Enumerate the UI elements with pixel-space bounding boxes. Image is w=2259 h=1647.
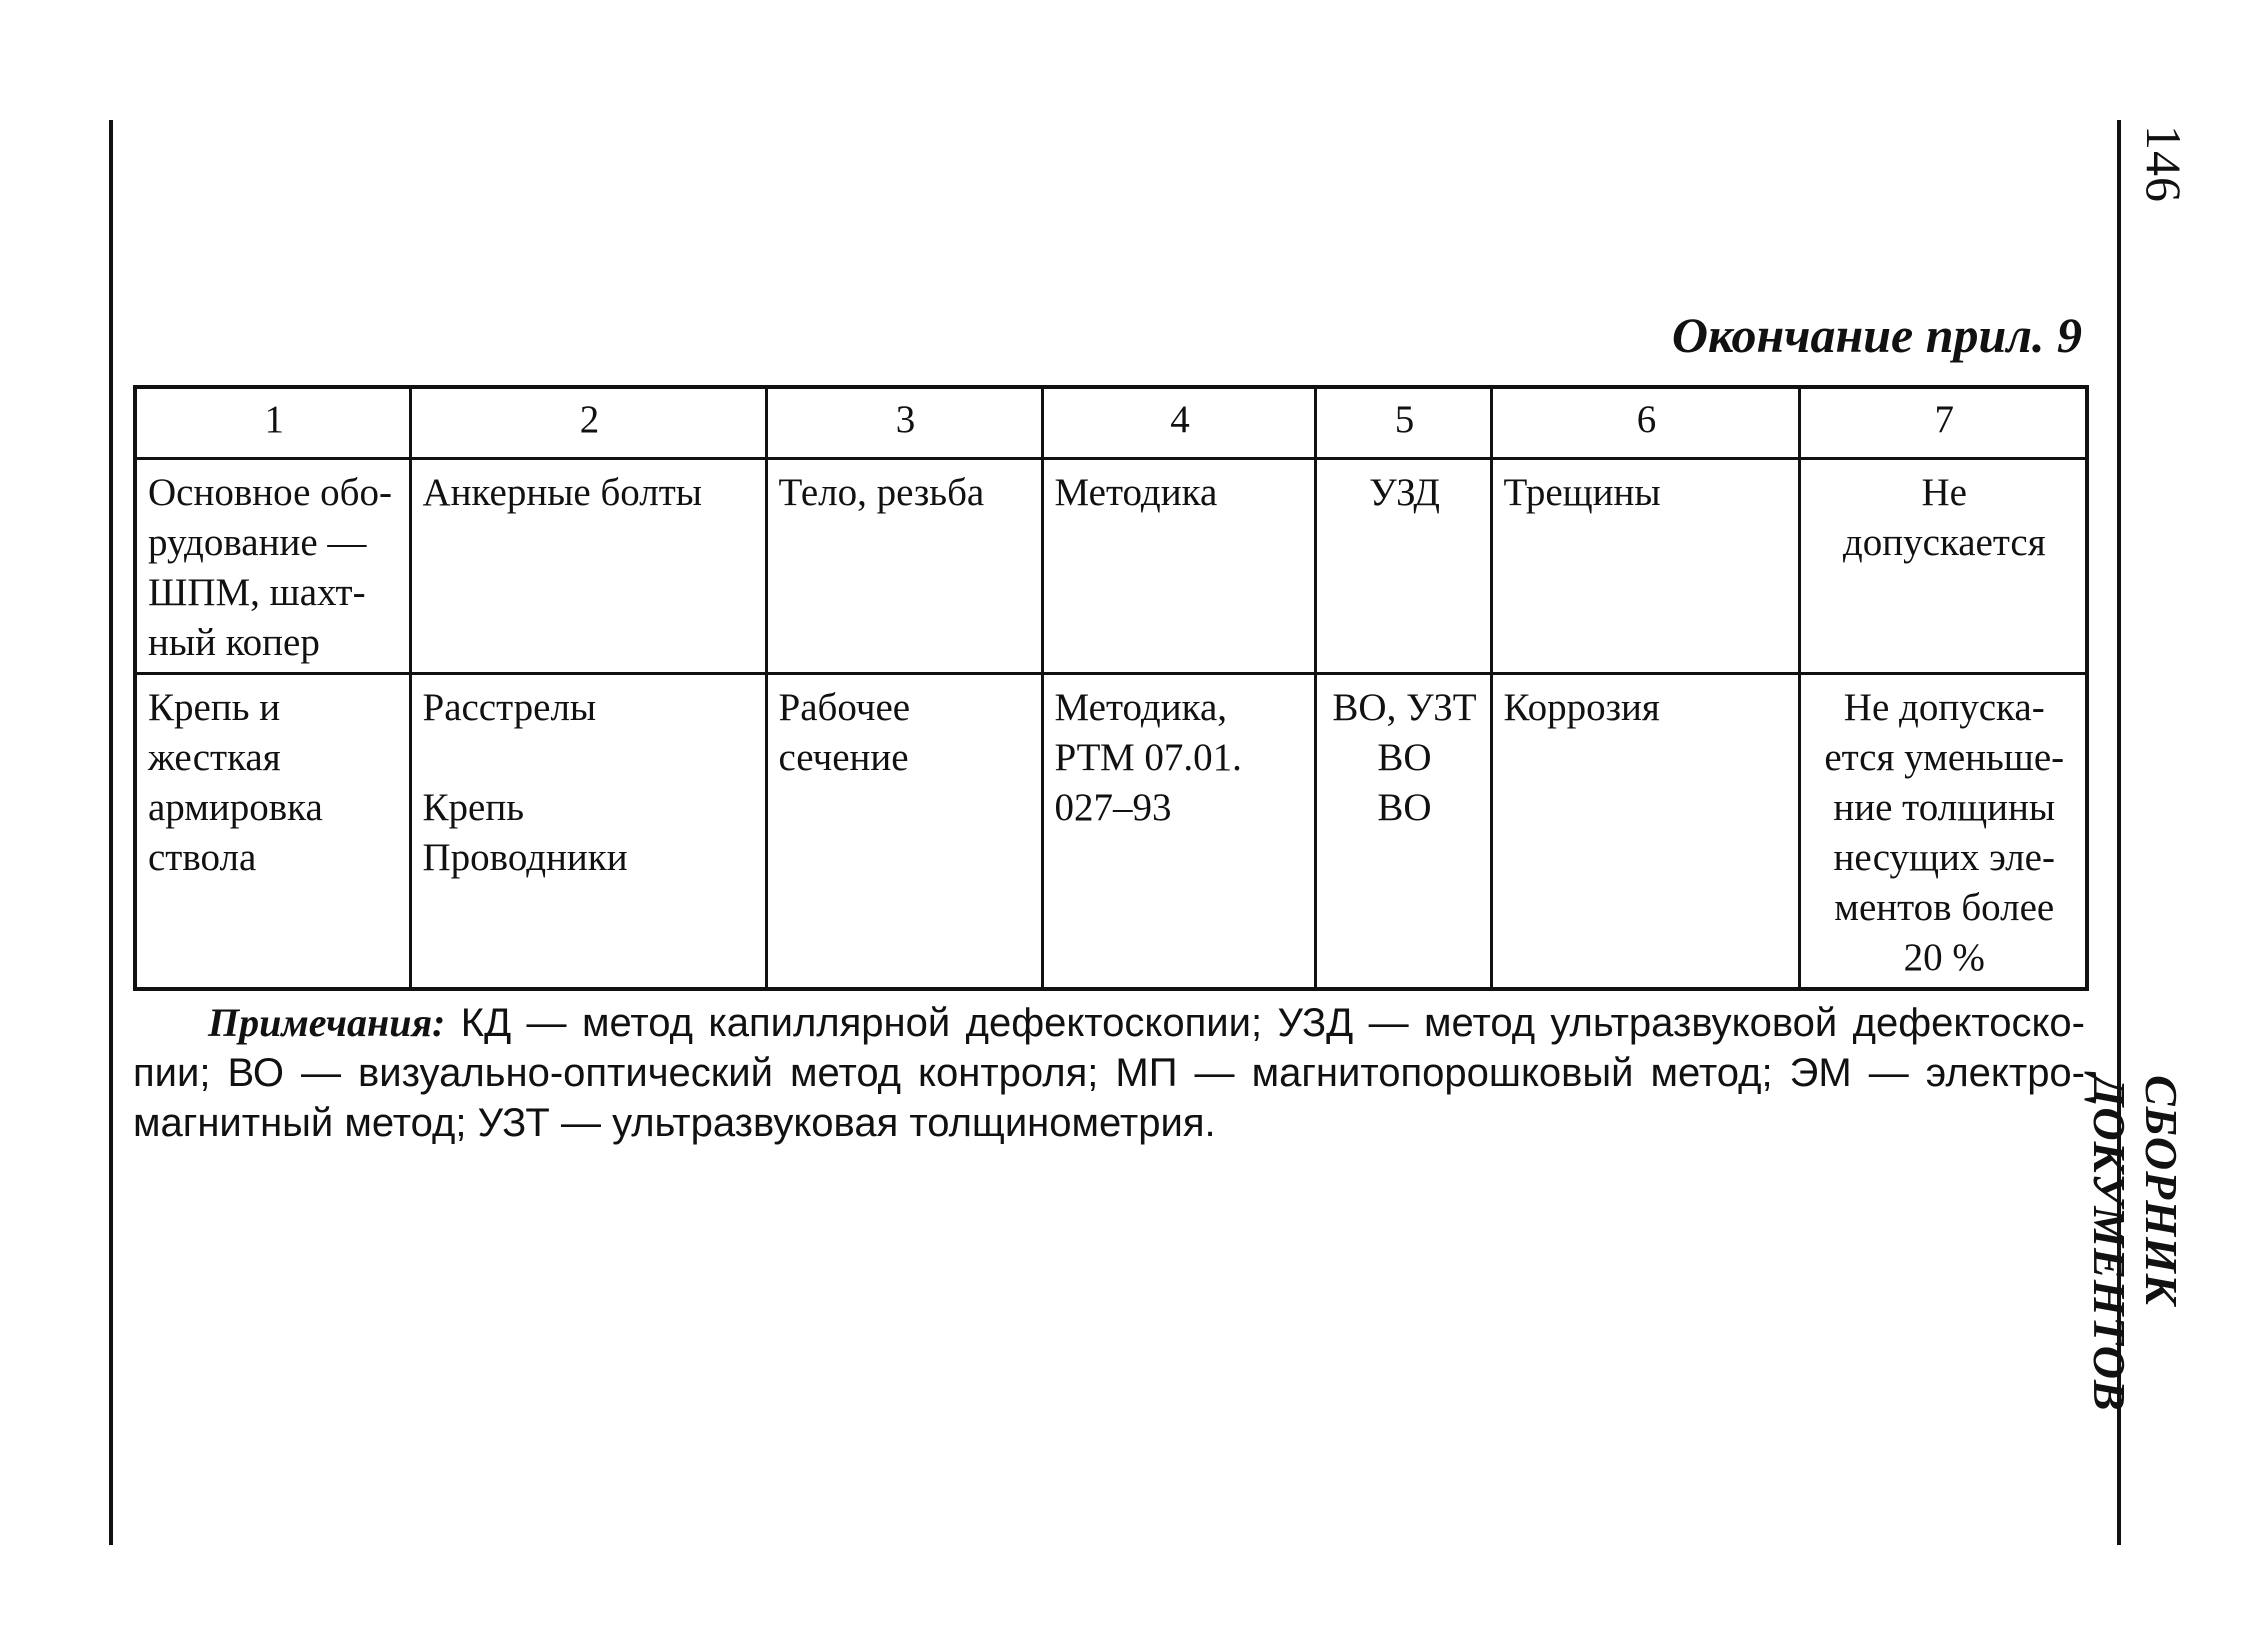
header-cell: 2 xyxy=(410,387,766,459)
table-row xyxy=(135,459,2087,674)
table-cell: Коррозия xyxy=(1491,674,1799,990)
appendix-table xyxy=(133,385,2089,991)
table-row xyxy=(135,674,2087,990)
table-cell: Не допускается xyxy=(1799,459,2087,674)
header-cell: 5 xyxy=(1315,387,1491,459)
table-cell: Трещины xyxy=(1491,459,1799,674)
table-cell: Рабочее сечение xyxy=(766,674,1042,990)
table-cell: УЗД xyxy=(1315,459,1491,674)
notes-paragraph xyxy=(133,998,2085,1148)
notes-label: Примечания: xyxy=(208,1000,446,1045)
table-cell: Методика xyxy=(1042,459,1315,674)
table-cell: ВО, УЗТ ВО ВО xyxy=(1315,674,1491,990)
table-cell: Тело, резьба xyxy=(766,459,1042,674)
header-cell: 7 xyxy=(1799,387,2087,459)
page-caption: Окончание прил. 9 xyxy=(1671,307,2082,363)
table-cell: Методика, РТМ 07.01. 027–93 xyxy=(1042,674,1315,990)
header-cell: 1 xyxy=(135,387,410,459)
table-cell: Не допуска- ется уменьше- ние толщины несущих эле- ментов более 20 % xyxy=(1799,674,2087,990)
table-header-row xyxy=(135,387,2087,459)
notes-text: КД — метод капиллярной дефектоскопии; УЗД — метод ультразвуковой дефектоско-пии; ВО — визуально-оптический метод контроля; МП — магнитопорошковый метод; ЭМ — электро-магнитный метод; УЗТ — ультразвуковая толщинометрия. xyxy=(133,1001,2085,1145)
table-cell: Крепь и жесткая армировка ствола xyxy=(135,674,410,990)
header-cell: 6 xyxy=(1491,387,1799,459)
table-cell: Расстрелы Крепь Проводники xyxy=(410,674,766,990)
header-cell: 3 xyxy=(766,387,1042,459)
running-title: СБОРНИК ДОКУМЕНТОВ xyxy=(2084,1075,2187,1412)
header-cell: 4 xyxy=(1042,387,1315,459)
left-margin-rule xyxy=(109,120,113,1545)
table-cell: Анкерные болты xyxy=(410,459,766,674)
page-number: 146 xyxy=(2136,125,2192,203)
table-cell: Основное обо- рудование — ШПМ, шахт- ный копер xyxy=(135,459,410,674)
